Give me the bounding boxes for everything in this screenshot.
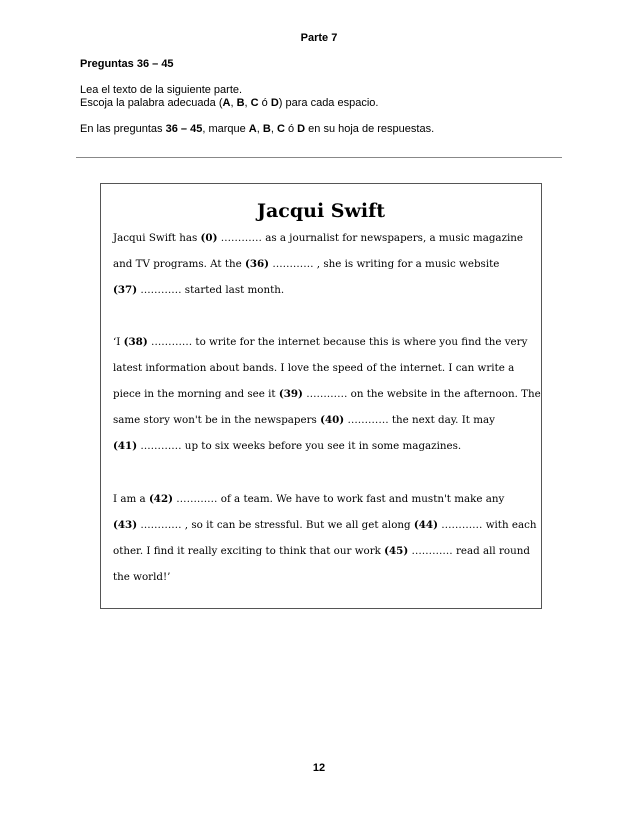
option-b: B	[262, 123, 271, 135]
instruction-line-2	[80, 97, 378, 110]
separator: ó	[258, 97, 271, 109]
passage-line	[113, 544, 530, 558]
passage-line	[113, 570, 170, 584]
passage-line	[113, 231, 523, 245]
passage-line	[113, 518, 536, 532]
line-text: the world!’	[113, 571, 171, 583]
separator: ,	[230, 97, 237, 109]
gap-number: (40)	[320, 414, 345, 426]
gap-number: (42)	[148, 493, 174, 505]
gap-number: (37)	[113, 284, 138, 296]
gap-number: (36)	[244, 258, 270, 270]
instruction-text: En las preguntas	[80, 123, 166, 135]
line-text: ………… as a journalist for newspapers, a music magazine	[217, 232, 524, 244]
passage-line	[113, 335, 527, 349]
question-range: 36 – 45	[165, 123, 203, 135]
passage-line	[113, 257, 499, 271]
instruction-line-1: Lea el texto de la siguiente parte.	[80, 84, 243, 96]
option-b: B	[236, 97, 245, 109]
option-a: A	[248, 123, 257, 135]
line-text: ‘I	[113, 336, 124, 348]
gap-number: (44)	[413, 519, 438, 531]
instruction-text: ) para cada espacio.	[278, 97, 379, 109]
separator: ó	[284, 123, 298, 135]
page-number: 12	[312, 762, 326, 774]
gap-number: (0)	[200, 232, 218, 244]
passage-line	[113, 283, 284, 297]
section-divider	[76, 157, 562, 158]
passage-line	[113, 492, 504, 506]
instruction-text: , marque	[202, 123, 249, 135]
passage-line	[113, 413, 495, 427]
line-text: ………… the next day. It may	[344, 414, 495, 426]
separator: ,	[256, 123, 263, 135]
line-text: same story won't be in the newspapers	[113, 414, 321, 426]
line-text: ………… , so it can be stressful. But we all get along	[137, 519, 414, 531]
line-text: ………… read all round	[408, 545, 530, 557]
passage-line	[113, 439, 461, 453]
line-text: ………… on the website in the afternoon. The	[302, 388, 541, 400]
passage-title: Jacqui Swift	[256, 200, 386, 222]
gap-number: (39)	[278, 388, 303, 400]
passage-box	[100, 183, 542, 609]
part-title: Parte 7	[300, 32, 338, 44]
option-c: C	[250, 97, 259, 109]
option-c: C	[276, 123, 285, 135]
passage-line	[113, 361, 514, 375]
answer-instruction	[80, 123, 434, 136]
line-text: ………… up to six weeks before you see it in some magazines.	[137, 440, 462, 452]
passage-line	[113, 387, 541, 401]
gap-number: (41)	[113, 440, 138, 452]
gap-number: (38)	[123, 336, 148, 348]
instruction-text: Escoja la palabra adecuada (	[80, 97, 223, 109]
line-text: ………… to write for the internet because this is where you find the very	[147, 336, 528, 348]
instruction-text: en su hoja de respuestas.	[305, 123, 435, 135]
line-text: and TV programs. At the	[113, 258, 245, 270]
option-d: D	[297, 123, 306, 135]
gap-number: (45)	[384, 545, 409, 557]
gap-number: (43)	[113, 519, 138, 531]
line-text: ………… started last month.	[137, 284, 285, 296]
separator: ,	[244, 97, 251, 109]
line-text: other. I find it really exciting to think that our work	[113, 545, 385, 557]
line-text: ………… with each	[437, 519, 537, 531]
line-text: I am a	[113, 493, 149, 505]
option-d: D	[270, 97, 279, 109]
line-text: latest information about bands. I love the speed of the internet. I can write a	[113, 362, 515, 374]
separator: ,	[270, 123, 277, 135]
line-text: piece in the morning and see it	[113, 388, 279, 400]
line-text: ………… of a team. We have to work fast and mustn't make any	[173, 493, 505, 505]
option-a: A	[222, 97, 231, 109]
line-text: Jacqui Swift has	[113, 232, 201, 244]
line-text: ………… , she is writing for a music website	[269, 258, 500, 270]
questions-heading: Preguntas 36 – 45	[80, 58, 174, 70]
